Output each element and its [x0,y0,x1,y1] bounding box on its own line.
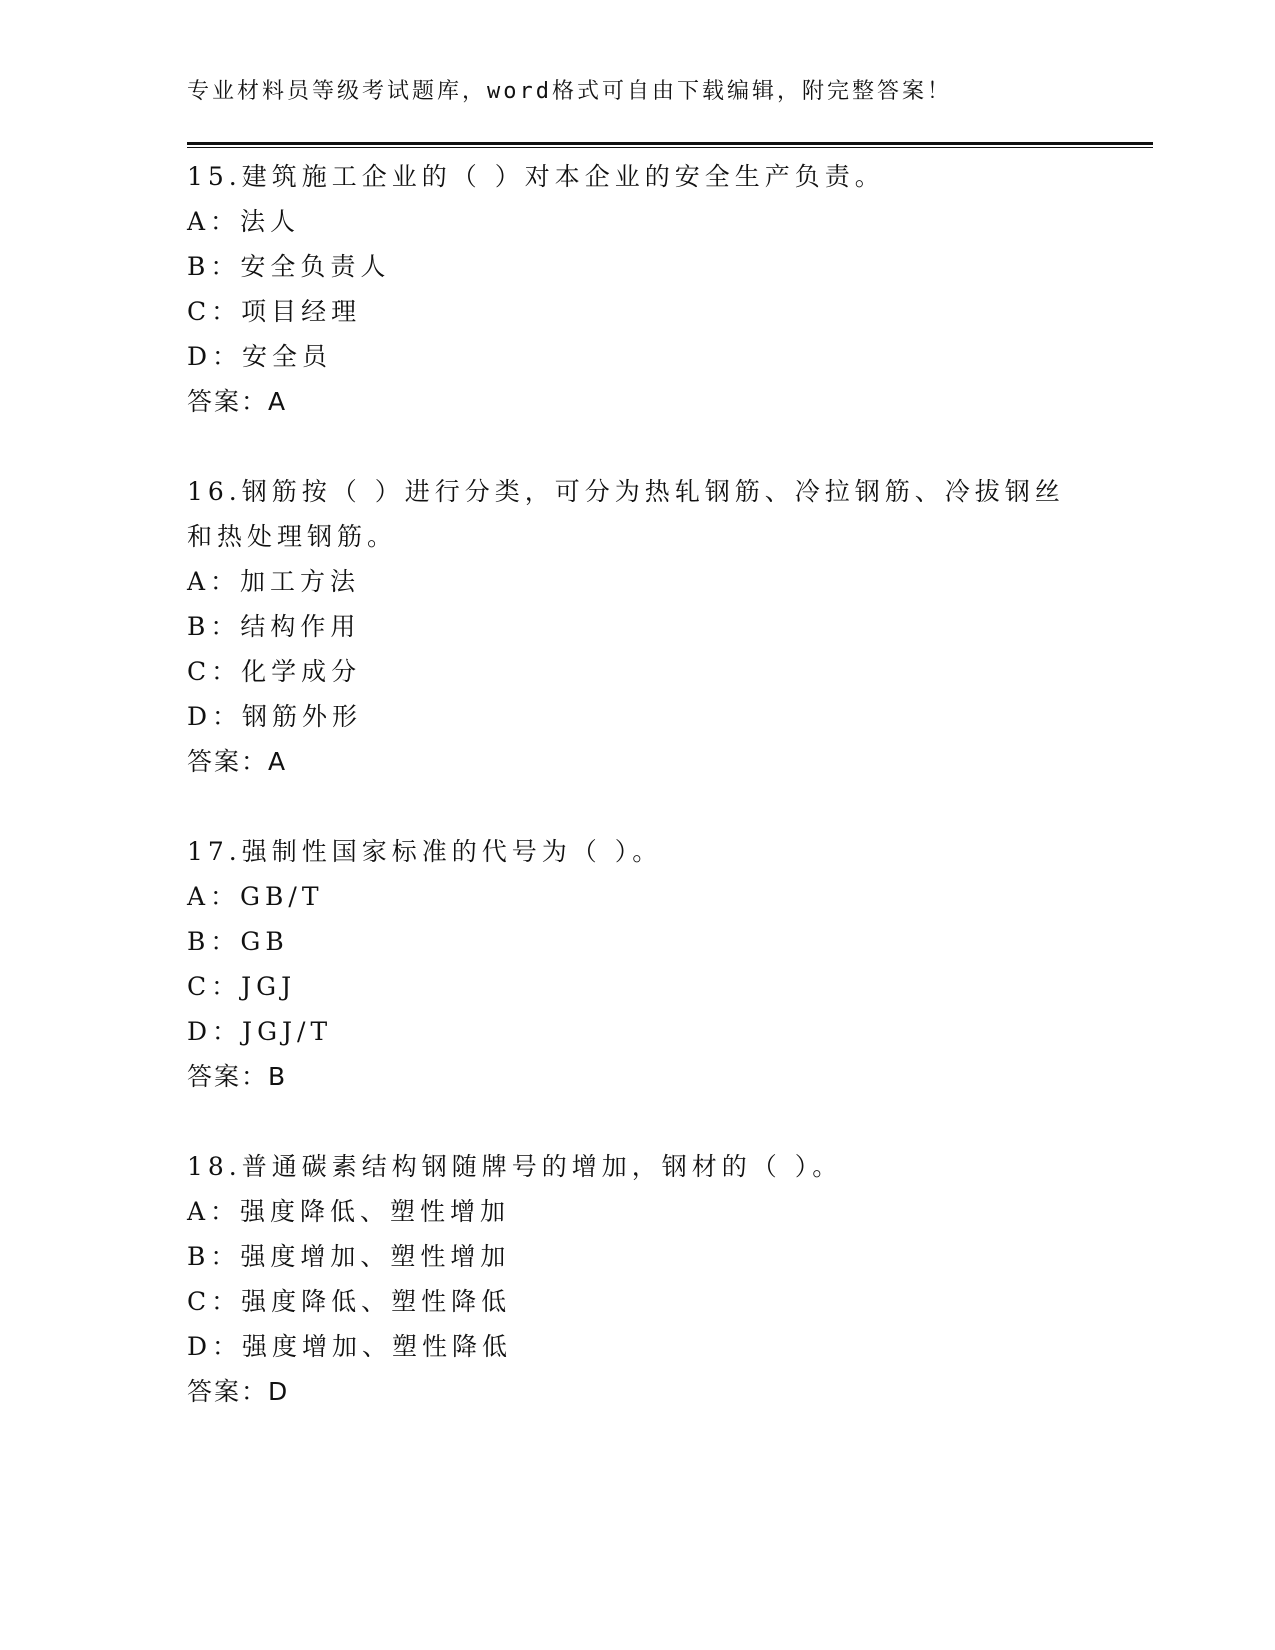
option-d: D：安全员 [187,342,333,371]
option-c: C：强度降低、塑性降低 [187,1287,512,1316]
option-d: D：钢筋外形 [187,702,363,731]
question-stem: 18.普通碳素结构钢随牌号的增加，钢材的（ ）。 [187,1152,843,1181]
question-15 [187,154,1067,424]
question-16 [187,469,1067,784]
option-b: B：安全负责人 [187,252,391,281]
option-a: A：法人 [187,207,301,236]
option-a: A：加工方法 [187,567,361,596]
option-d: D：JGJ/T [187,1017,333,1046]
answer-line: 答案：A [187,747,288,776]
header-rule-thin [187,147,1153,148]
answer-line: 答案：D [187,1377,290,1406]
question-stem: 16.钢筋按（ ）进行分类，可分为热轧钢筋、冷拉钢筋、冷拔钢丝和热处理钢筋。 [187,477,1065,551]
answer-line: 答案：B [187,1062,288,1091]
option-b: B：强度增加、塑性增加 [187,1242,511,1271]
option-b: B：GB [187,927,289,956]
question-stem: 17.强制性国家标准的代号为（ ）。 [187,837,663,866]
option-a: A：GB/T [187,882,324,911]
question-list [187,154,1067,1459]
option-b: B：结构作用 [187,612,361,641]
page-header: 专业材料员等级考试题库，word格式可自由下载编辑，附完整答案！ [187,79,952,104]
header-rule-thick [187,142,1153,145]
question-17 [187,829,1067,1099]
option-d: D：强度增加、塑性降低 [187,1332,513,1361]
question-18 [187,1144,1067,1414]
option-c: C：项目经理 [187,297,362,326]
option-c: C：JGJ [187,972,297,1001]
question-stem: 15.建筑施工企业的（ ）对本企业的安全生产负责。 [187,162,885,191]
option-c: C：化学成分 [187,657,362,686]
option-a: A：强度降低、塑性增加 [187,1197,511,1226]
answer-line: 答案：A [187,387,288,416]
